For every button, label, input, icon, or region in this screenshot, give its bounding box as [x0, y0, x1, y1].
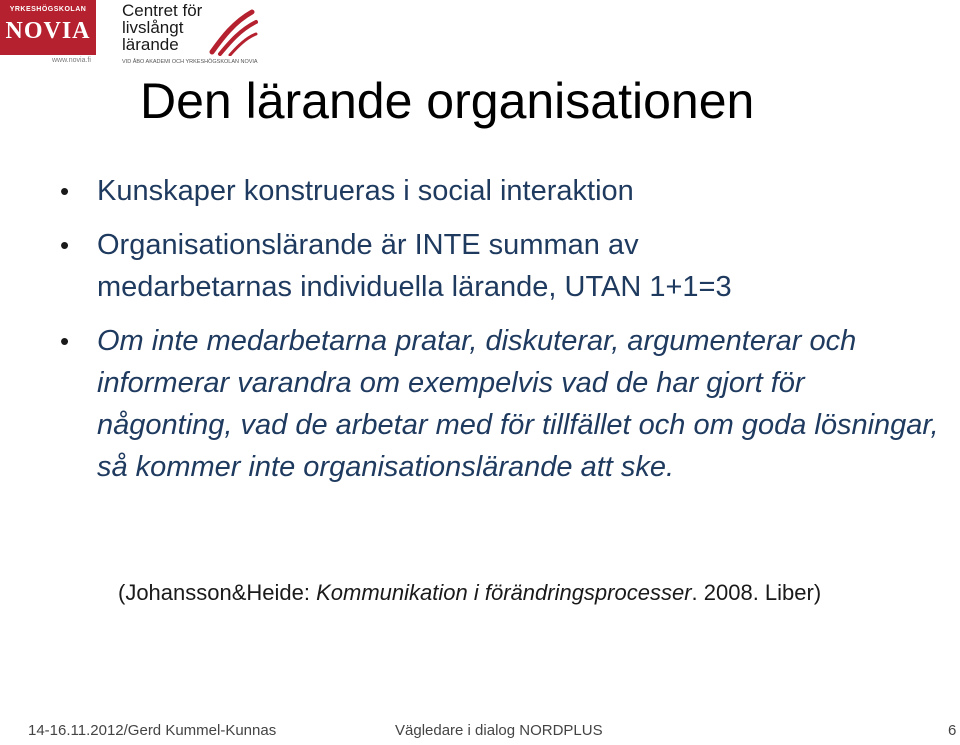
novia-logo-url: www.novia.fi — [52, 57, 91, 64]
novia-logo — [0, 0, 100, 70]
bullet-item — [60, 170, 940, 212]
centre-logo-line2: livslångt — [122, 18, 184, 37]
reference-book: Kommunikation i förändringsprocesser — [316, 580, 692, 605]
footer-page-number: 6 — [948, 722, 957, 739]
reference-prefix: (Johansson&Heide: — [118, 580, 317, 605]
bullet-dot-icon: • — [60, 176, 70, 206]
reference-suffix: . 2008. Liber) — [691, 580, 822, 605]
centre-logo-line1: Centret för — [122, 1, 203, 20]
slide-title: Den lärande organisationen — [140, 73, 755, 129]
bullet-dot-icon: • — [60, 230, 70, 260]
novia-logo-small-text: YRKESHÖGSKOLAN — [9, 6, 87, 13]
bullet-text: Kunskaper konstrueras i social interaktion — [97, 175, 634, 207]
swirl-logo-icon — [208, 8, 258, 56]
footer-author-date: 14-16.11.2012/Gerd Kummel-Kunnas — [28, 722, 277, 739]
bullet-list — [60, 170, 940, 500]
centre-logo-subtitle: VID ÅBO AKADEMI OCH YRKESHÖGSKOLAN NOVIA — [122, 59, 258, 65]
bullet-dot-icon: • — [60, 326, 70, 356]
centre-logo-line3: lärande — [122, 35, 179, 54]
bullet-text: Om inte medarbetarna pratar, diskuterar, argumenterar och informerar varandra om exempelvis vad de har gjort för någonting, vad de arbetar med för tillfället och om goda lösningar, så kommer inte organisationslärande att ske. — [97, 325, 939, 483]
bullet-text: Organisationslärande är INTE summan av medarbetarnas individuella lärande, UTAN 1+1=3 — [97, 229, 732, 303]
novia-logo-name: NOVIA — [5, 18, 91, 44]
centre-logo — [122, 2, 262, 70]
reference-citation — [118, 580, 821, 606]
bullet-item — [60, 320, 947, 488]
bullet-item — [60, 224, 787, 308]
footer-project: Vägledare i dialog NORDPLUS — [395, 722, 603, 739]
